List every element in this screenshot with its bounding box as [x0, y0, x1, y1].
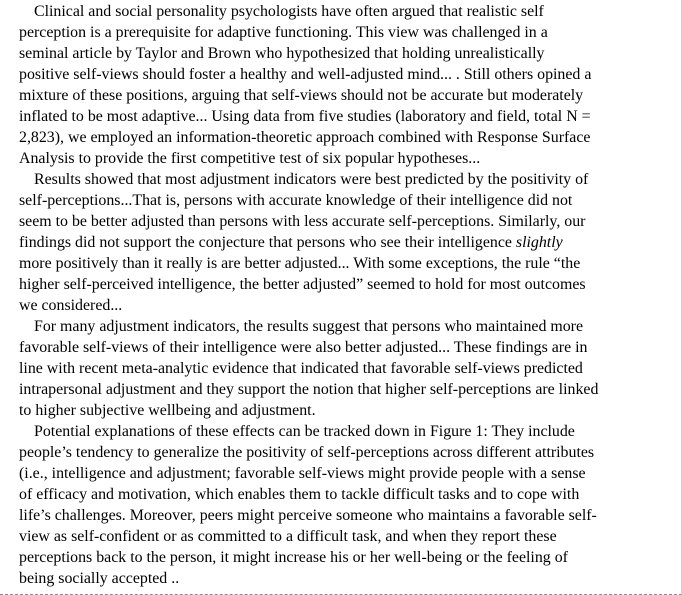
text-line: higher self-perceived intelligence, the better adjusted” seemed to hold for most outcomes	[19, 276, 586, 293]
text-line: mixture of these positions, arguing that self-views should not be accurate but moderately	[19, 87, 584, 104]
paragraph-2	[4, 169, 676, 316]
text-line: perception is a prerequisite for adaptive functioning. This view was challenged in a	[19, 24, 548, 41]
text-line: perceptions back to the person, it might increase his or her well-being or the feeling of	[19, 549, 568, 566]
text-line: inflated to be most adaptive... Using data from five studies (laboratory and field, total N =	[19, 108, 591, 125]
text-segment: findings did not support the conjecture that persons who see their intelligence	[19, 234, 516, 251]
text-line-with-italic	[4, 232, 676, 253]
text-line: view as self-confident or as committed to a difficult task, and when they report these	[19, 528, 557, 545]
text-line: (i.e., intelligence and adjustment; favorable self-views might provide people with a sense	[19, 465, 586, 482]
text-line: self-perceptions...That is, persons with accurate knowledge of their intelligence did not	[19, 192, 573, 209]
text-line: to higher subjective wellbeing and adjustment.	[19, 402, 316, 419]
text-line: line with recent meta-analytic evidence that indicated that favorable self-views predicted	[19, 360, 583, 377]
text-line: For many adjustment indicators, the results suggest that persons who maintained more	[34, 318, 584, 335]
text-line: we considered...	[19, 297, 123, 314]
text-line: Potential explanations of these effects can be tracked down in Figure 1: They include	[34, 423, 575, 440]
paragraph-3	[4, 316, 676, 421]
paragraph-1	[4, 1, 676, 169]
text-line: Results showed that most adjustment indicators were best predicted by the positivity of	[34, 171, 589, 188]
text-line: Clinical and social personality psychologists have often argued that realistic self	[34, 3, 544, 20]
text-line: 2,823), we employed an information-theoretic approach combined with Response Surface	[19, 129, 591, 146]
text-line: people’s tendency to generalize the positivity of self-perceptions across different attributes	[19, 444, 595, 461]
text-line: of efficacy and motivation, which enables them to tackle difficult tasks and to cope with	[19, 486, 580, 503]
text-line: seem to be better adjusted than persons with less accurate self-perceptions. Similarly, our	[19, 213, 586, 230]
text-line: positive self-views should foster a healthy and well-adjusted mind... . Still others opined a	[19, 66, 592, 83]
text-line: Analysis to provide the first competitive test of six popular hypotheses...	[19, 150, 481, 167]
text-line: life’s challenges. Moreover, peers might perceive someone who maintains a favorable self-	[19, 507, 597, 524]
text-line: intrapersonal adjustment and they support the notion that higher self-perceptions are linked	[19, 381, 599, 398]
text-line: seminal article by Taylor and Brown who hypothesized that holding unrealistically	[19, 45, 545, 62]
text-line: favorable self-views of their intelligence were also better adjusted... These findings are in	[19, 339, 588, 356]
text-line: being socially accepted ..	[19, 570, 180, 587]
italic-word: slightly	[515, 234, 563, 251]
text-line: more positively than it really is are better adjusted... With some exceptions, the rule “the	[19, 255, 581, 272]
paragraph-4	[4, 421, 676, 589]
document-text	[4, 1, 676, 589]
